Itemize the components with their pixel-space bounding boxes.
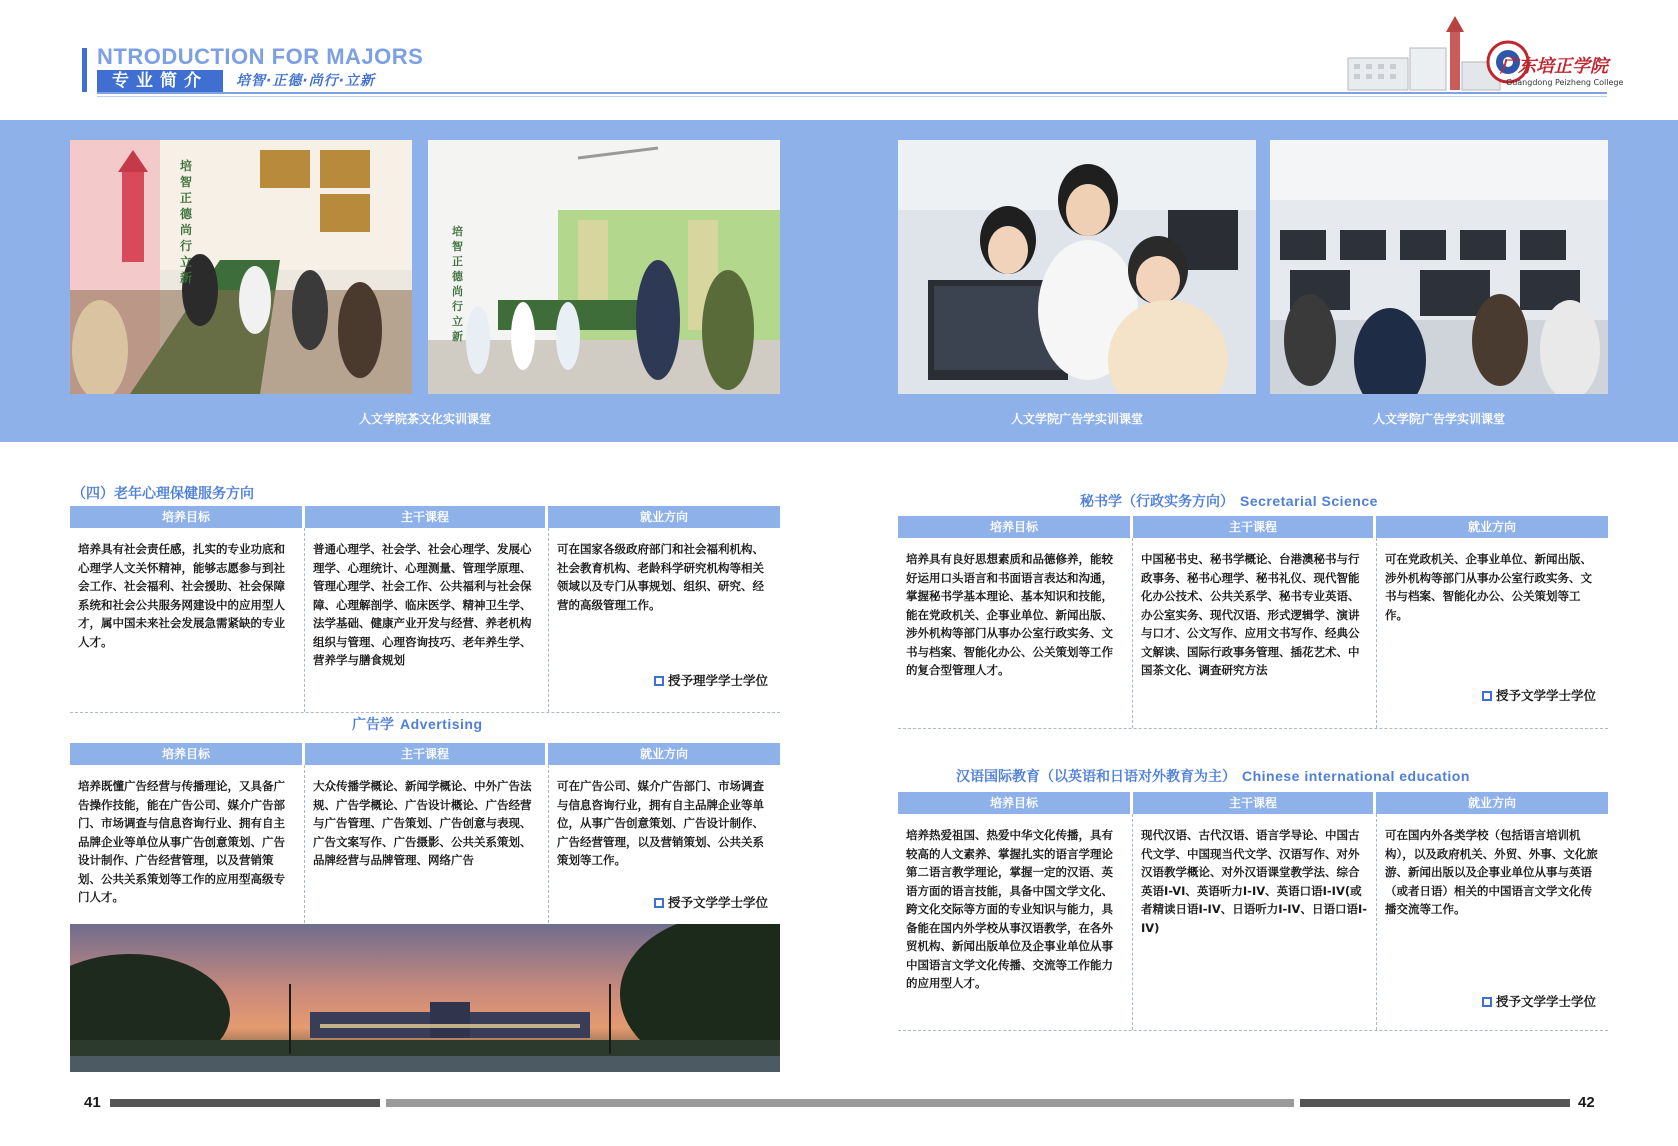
th-goal: 培养目标 xyxy=(898,792,1130,814)
cell-goal: 培养具有社会责任感，扎实的专业功底和心理学人文关怀精神，能够志愿参与到社会工作、社会福利、社会援助、社会保障系统和社会公共服务网建设中的应用型人才，属中国未来社会发展急需紧缺的专业人才。 xyxy=(78,542,285,649)
degree-label-arts: 授予文学学士学位 xyxy=(654,893,768,911)
footer-bar-left xyxy=(110,1099,380,1107)
header-title-cn: 专业简介 xyxy=(97,70,223,92)
th-courses: 主干课程 xyxy=(1133,516,1373,538)
header-title-en: NTRODUCTION FOR MAJORS xyxy=(97,44,424,69)
caption-ad-class-1: 人文学院广告学实训课堂 xyxy=(1010,412,1143,426)
header-rule-thin xyxy=(97,96,1607,97)
cell-career: 可在国家各级政府部门和社会福利机构、社会教育机构、老龄科学研究机构等相关领域以及专门从事规划、组织、研究、经营的高级管理工作。 xyxy=(548,528,780,712)
page-number-right: 42 xyxy=(1578,1094,1595,1111)
cell-career: 可在国内外各类学校（包括语言培训机构），以及政府机关、外贸、外事、文化旅游、新闻出版以及企事业单位从事与英语（或者日语）相关的中国语言文学文化传播交流等工作。 xyxy=(1376,814,1608,1030)
checkbox-icon xyxy=(654,676,664,686)
cell-career: 可在党政机关、企事业单位、新闻出版、涉外机构等部门从事办公室行政实务、文书与档案、智能化办公、公关策划等工作。 xyxy=(1376,538,1608,728)
footer-bar-center xyxy=(386,1099,1294,1107)
section-title-advertising: 广告学 Advertising xyxy=(352,716,483,733)
motto-board-1: 培智 正德 尚行 立新 xyxy=(180,159,193,285)
th-career: 就业方向 xyxy=(1376,792,1608,814)
th-career: 就业方向 xyxy=(1376,516,1608,538)
motto-board-2: 培智 正德 尚行 立新 xyxy=(452,225,463,343)
th-goal: 培养目标 xyxy=(70,506,302,528)
header-accent-bar xyxy=(82,48,87,92)
cell-career: 可在广告公司、媒介广告部门、市场调查与信息咨询行业，拥有自主品牌企业等单位，从事广告创意策划、广告设计制作、广告经营管理，以及营销策划、公共关系策划等工作。 xyxy=(548,765,780,933)
college-logo-name-en: Guangdong Peizheng College xyxy=(1506,78,1624,87)
section-title-elderly-psych: （四）老年心理保健服务方向 xyxy=(72,486,254,502)
th-goal: 培养目标 xyxy=(70,743,302,765)
cell-courses: 大众传播学概论、新闻学概论、中外广告法规、广告学概论、广告设计概论、广告经营与广告管理、广告策划、广告创意与表现、广告文案写作、广告摄影、公共关系策划、品牌经营与品牌管理、网络广告 xyxy=(304,765,548,933)
header-motto: 培智·正德·尚行·立新 xyxy=(236,73,375,89)
th-courses: 主干课程 xyxy=(305,506,545,528)
cell-courses: 中国秘书史、秘书学概论、台港澳秘书与行政事务、秘书心理学、秘书礼仪、现代智能化办公技术、公共关系学、秘书专业英语、办公室实务、现代汉语、形式逻辑学、演讲与口才、公文写作、应用文书写作、经典公文解读、国际行政事务管理、插花艺术、中国茶文化、调查研究方法 xyxy=(1132,538,1376,728)
section-title-secretarial: 秘书学（行政实务方向） Secretarial Science xyxy=(1080,493,1378,510)
degree-label-arts: 授予文学学士学位 xyxy=(1482,992,1596,1010)
photo-ad-class-1 xyxy=(898,140,1256,394)
th-courses: 主干课程 xyxy=(305,743,545,765)
college-logo-name: 广东培正学院 xyxy=(1500,56,1608,77)
degree-label-arts: 授予文学学士学位 xyxy=(1482,686,1596,704)
checkbox-icon xyxy=(1482,997,1492,1007)
section-title-chinese-intl-edu: 汉语国际教育（以英语和日语对外教育为主） Chinese international education xyxy=(956,768,1470,785)
photo-ad-class-2 xyxy=(1270,140,1608,394)
photo-tea-class-2 xyxy=(428,140,780,394)
page-number-left: 41 xyxy=(84,1094,101,1111)
checkbox-icon xyxy=(1482,691,1492,701)
th-career: 就业方向 xyxy=(548,743,780,765)
checkbox-icon xyxy=(654,898,664,908)
cell-goal: 培养具有良好思想素质和品德修养，能较好运用口头语言和书面语言表达和沟通，掌握秘书学基本理论、基本知识和技能，能在党政机关、企事业单位、新闻出版、涉外机构等部门从事办公室行政实务、文书与档案、智能化办公、公关策划等工作的复合型管理人才。 xyxy=(906,552,1113,677)
caption-ad-class-2: 人文学院广告学实训课堂 xyxy=(1372,412,1505,426)
th-career: 就业方向 xyxy=(548,506,780,528)
cell-goal: 培养热爱祖国、热爱中华文化传播，具有较高的人文素养、掌握扎实的语言学理论第二语言教学理论，掌握一定的汉语、英语方面的语言技能，具备中国文学文化、跨文化交际等方面的专业知识与能力，具备能在国内外学校从事汉语教学，在各外贸机构、新闻出版单位及企事业单位从事中国语言文学文化传播、交流等工作能力的应用型人才。 xyxy=(906,828,1113,990)
photo-tea-class-1 xyxy=(70,140,412,394)
footer-bar-right xyxy=(1300,1099,1570,1107)
caption-tea-class: 人文学院茶文化实训课堂 xyxy=(358,412,491,426)
cell-courses: 普通心理学、社会学、社会心理学、发展心理学、心理统计、心理测量、管理学原理、管理心理学、社会工作、公共福利与社会保障、心理解剖学、临床医学、精神卫生学、法学基础、健康产业开发与经营、养老机构组织与管理、心理咨询技巧、老年养生学、营养学与膳食规划 xyxy=(304,528,548,712)
th-goal: 培养目标 xyxy=(898,516,1130,538)
header-rule xyxy=(97,92,1607,94)
photo-campus-sunset xyxy=(70,924,780,1072)
cell-courses: 现代汉语、古代汉语、语言学导论、中国古代文学、中国现当代文学、汉语写作、对外汉语教学概论、对外汉语课堂教学法、综合英语I-VI、英语听力I-IV、英语口语I-IV(或者精读日语I-IV、日语听力I-IV、日语口语I-IV) xyxy=(1132,814,1376,1030)
cell-goal: 培养既懂广告经营与传播理论，又具备广告操作技能，能在广告公司、媒介广告部门、市场调查与信息咨询行业、拥有自主品牌企业等单位从事广告创意策划、广告设计制作、广告经营管理，以及营销策划、公共关系策划等工作的应用型高级专门人才。 xyxy=(78,779,285,904)
degree-label-science: 授予理学学士学位 xyxy=(654,671,768,689)
th-courses: 主干课程 xyxy=(1133,792,1373,814)
